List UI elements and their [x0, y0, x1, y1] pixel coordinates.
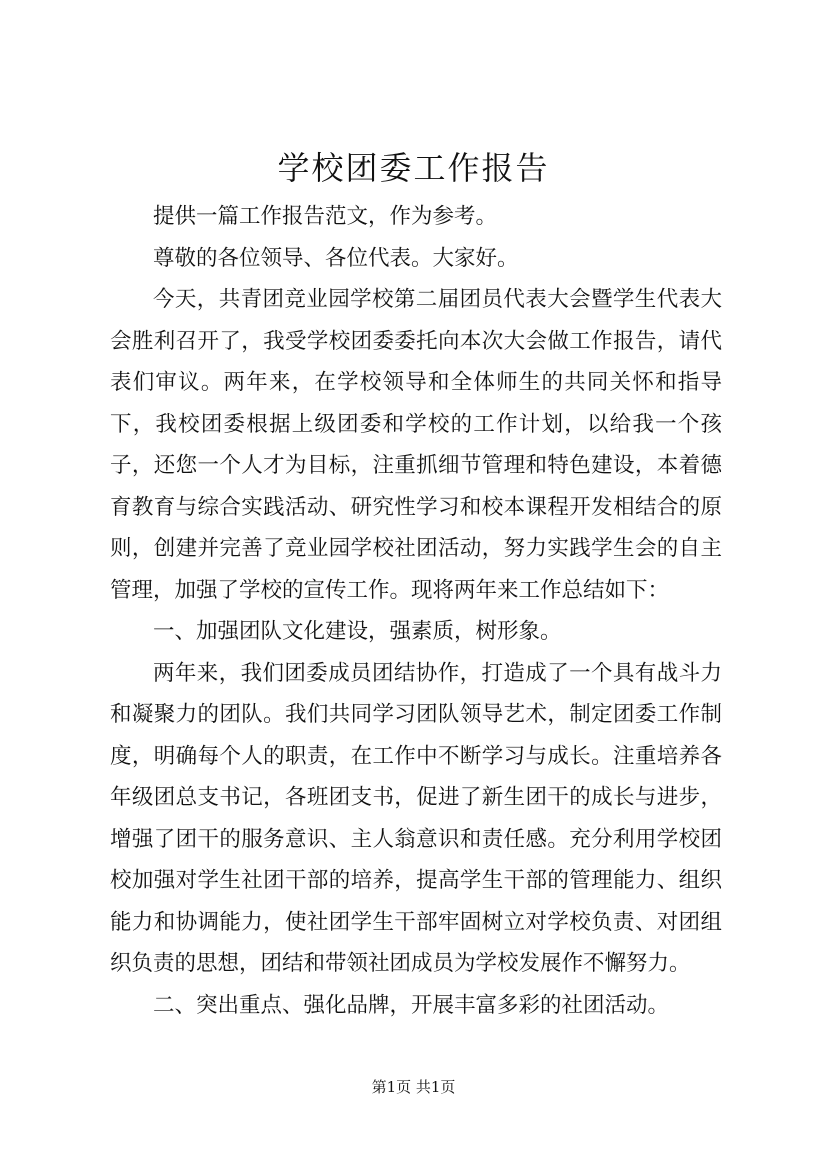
document-body [110, 196, 722, 1026]
paragraph-opening: 今天，共青团竞业园学校第二届团员代表大会暨学生代表大会胜利召开了，我受学校团委委托向本次大会做工作报告，请代表们审议。两年来，在学校领导和全体师生的共同关怀和指导下，我校团委根据上级团委和学校的工作计划，以给我一个孩子，还您一个人才为目标，注重抓细节管理和特色建设，本着德育教育与综合实践活动、研究性学习和校本课程开发相结合的原则，创建并完善了竞业园学校社团活动，努力实践学生会的自主管理，加强了学校的宣传工作。现将两年来工作总结如下： [110, 287, 722, 603]
paragraph-greeting: 尊敬的各位领导、各位代表。大家好。 [153, 245, 519, 271]
page-footer: 第1页 共1页 [371, 1078, 456, 1096]
section-heading-2: 二、突出重点、强化品牌，开展丰富多彩的社团活动。 [153, 992, 670, 1018]
paragraph-section-1: 两年来，我们团委成员团结协作，打造成了一个具有战斗力和凝聚力的团队。我们共同学习团队领导艺术，制定团委工作制度，明确每个人的职责，在工作中不断学习与成长。注重培养各年级团总支书记，各班团支书，促进了新生团干的成长与进步，增强了团干的服务意识、主人翁意识和责任感。充分利用学校团校加强对学生社团干部的培养，提高学生干部的管理能力、组织能力和协调能力，使社团学生干部牢固树立对学校负责、对团组织负责的思想，团结和带领社团成员为学校发展作不懈努力。 [110, 660, 722, 976]
section-heading-1: 一、加强团队文化建设，强素质，树形象。 [153, 619, 562, 644]
paragraph-intro: 提供一篇工作报告范文，作为参考。 [153, 204, 498, 229]
document-title: 学校团委工作报告 [277, 149, 550, 187]
